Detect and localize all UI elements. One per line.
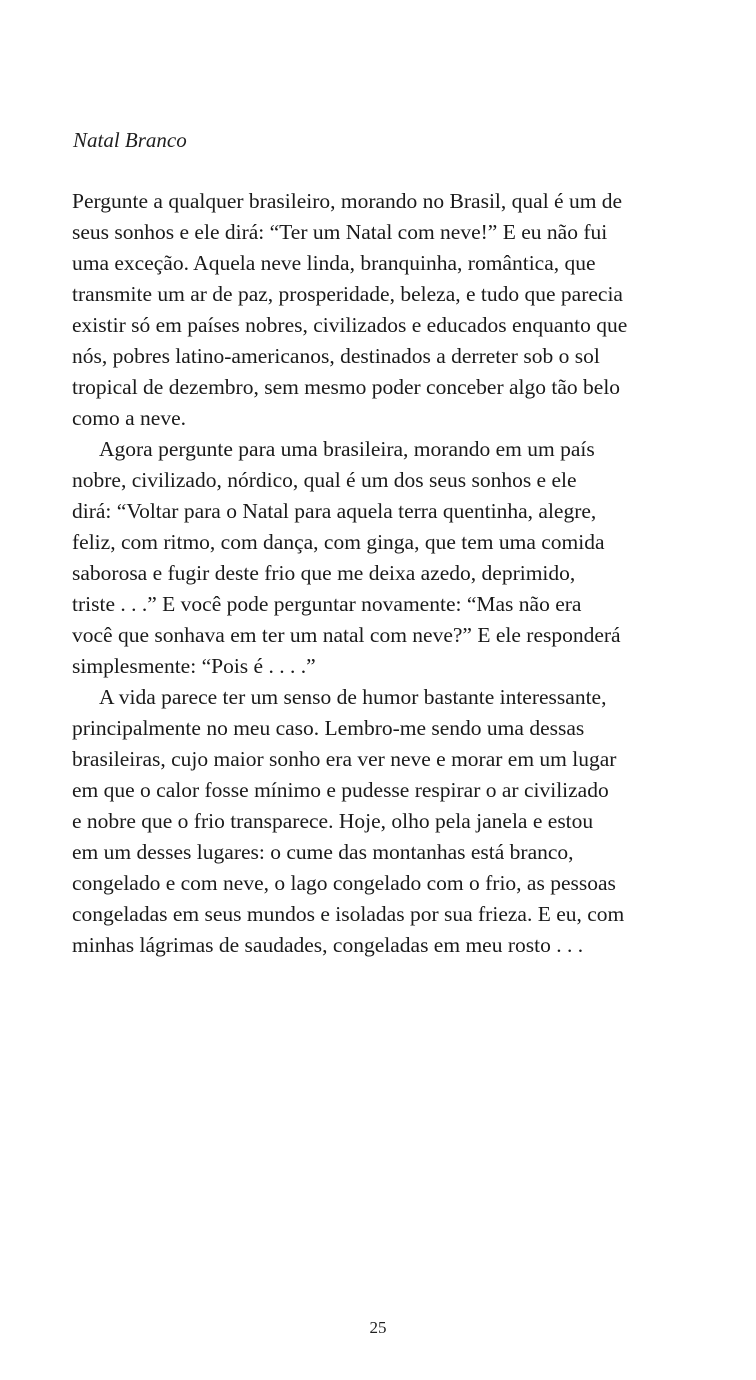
text-line: minhas lágrimas de saudades, congeladas em meu rosto . . . (72, 933, 584, 957)
text-line: nós, pobres latino-americanos, destinados a derreter sob o sol (72, 344, 600, 368)
text-line: congeladas em seus mundos e isoladas por sua frieza. E eu, com (72, 902, 625, 926)
page-number: 25 (369, 1318, 387, 1337)
paragraph-2 (72, 434, 702, 682)
text-line: você que sonhava em ter um natal com neve?” E ele responderá (72, 623, 621, 647)
text-line: nobre, civilizado, nórdico, qual é um dos seus sonhos e ele (72, 468, 577, 492)
text-line: como a neve. (72, 406, 187, 430)
text-line: saborosa e fugir deste frio que me deixa azedo, deprimido, (72, 561, 576, 585)
text-line: triste . . .” E você pode perguntar novamente: “Mas não era (72, 592, 582, 616)
text-line: existir só em países nobres, civilizados e educados enquanto que (72, 313, 628, 337)
text-line: dirá: “Voltar para o Natal para aquela terra quentinha, alegre, (72, 499, 597, 523)
text-line: feliz, com ritmo, com dança, com ginga, que tem uma comida (72, 530, 605, 554)
text-line: congelado e com neve, o lago congelado com o frio, as pessoas (72, 871, 616, 895)
text-line: seus sonhos e ele dirá: “Ter um Natal com neve!” E eu não fui (72, 220, 608, 244)
text-line: em que o calor fosse mínimo e pudesse respirar o ar civilizado (72, 778, 609, 802)
paragraph-3 (72, 682, 702, 961)
text-line: uma exceção. Aquela neve linda, branquinha, romântica, que (72, 251, 596, 275)
text-line: A vida parece ter um senso de humor bastante interessante, (99, 685, 607, 709)
text-line: Agora pergunte para uma brasileira, morando em um país (99, 437, 595, 461)
text-line: tropical de dezembro, sem mesmo poder conceber algo tão belo (72, 375, 621, 399)
paragraph-1 (72, 186, 702, 434)
text-line: em um desses lugares: o cume das montanhas está branco, (72, 840, 574, 864)
text-line: simplesmente: “Pois é . . . .” (72, 654, 316, 678)
text-line: transmite um ar de paz, prosperidade, beleza, e tudo que parecia (72, 282, 623, 306)
text-line: brasileiras, cujo maior sonho era ver neve e morar em um lugar (72, 747, 617, 771)
chapter-title: Natal Branco (73, 128, 187, 152)
text-line: Pergunte a qualquer brasileiro, morando no Brasil, qual é um de (72, 189, 623, 213)
text-line: principalmente no meu caso. Lembro-me sendo uma dessas (72, 716, 585, 740)
text-line: e nobre que o frio transparece. Hoje, olho pela janela e estou (72, 809, 594, 833)
body-text (72, 186, 702, 961)
